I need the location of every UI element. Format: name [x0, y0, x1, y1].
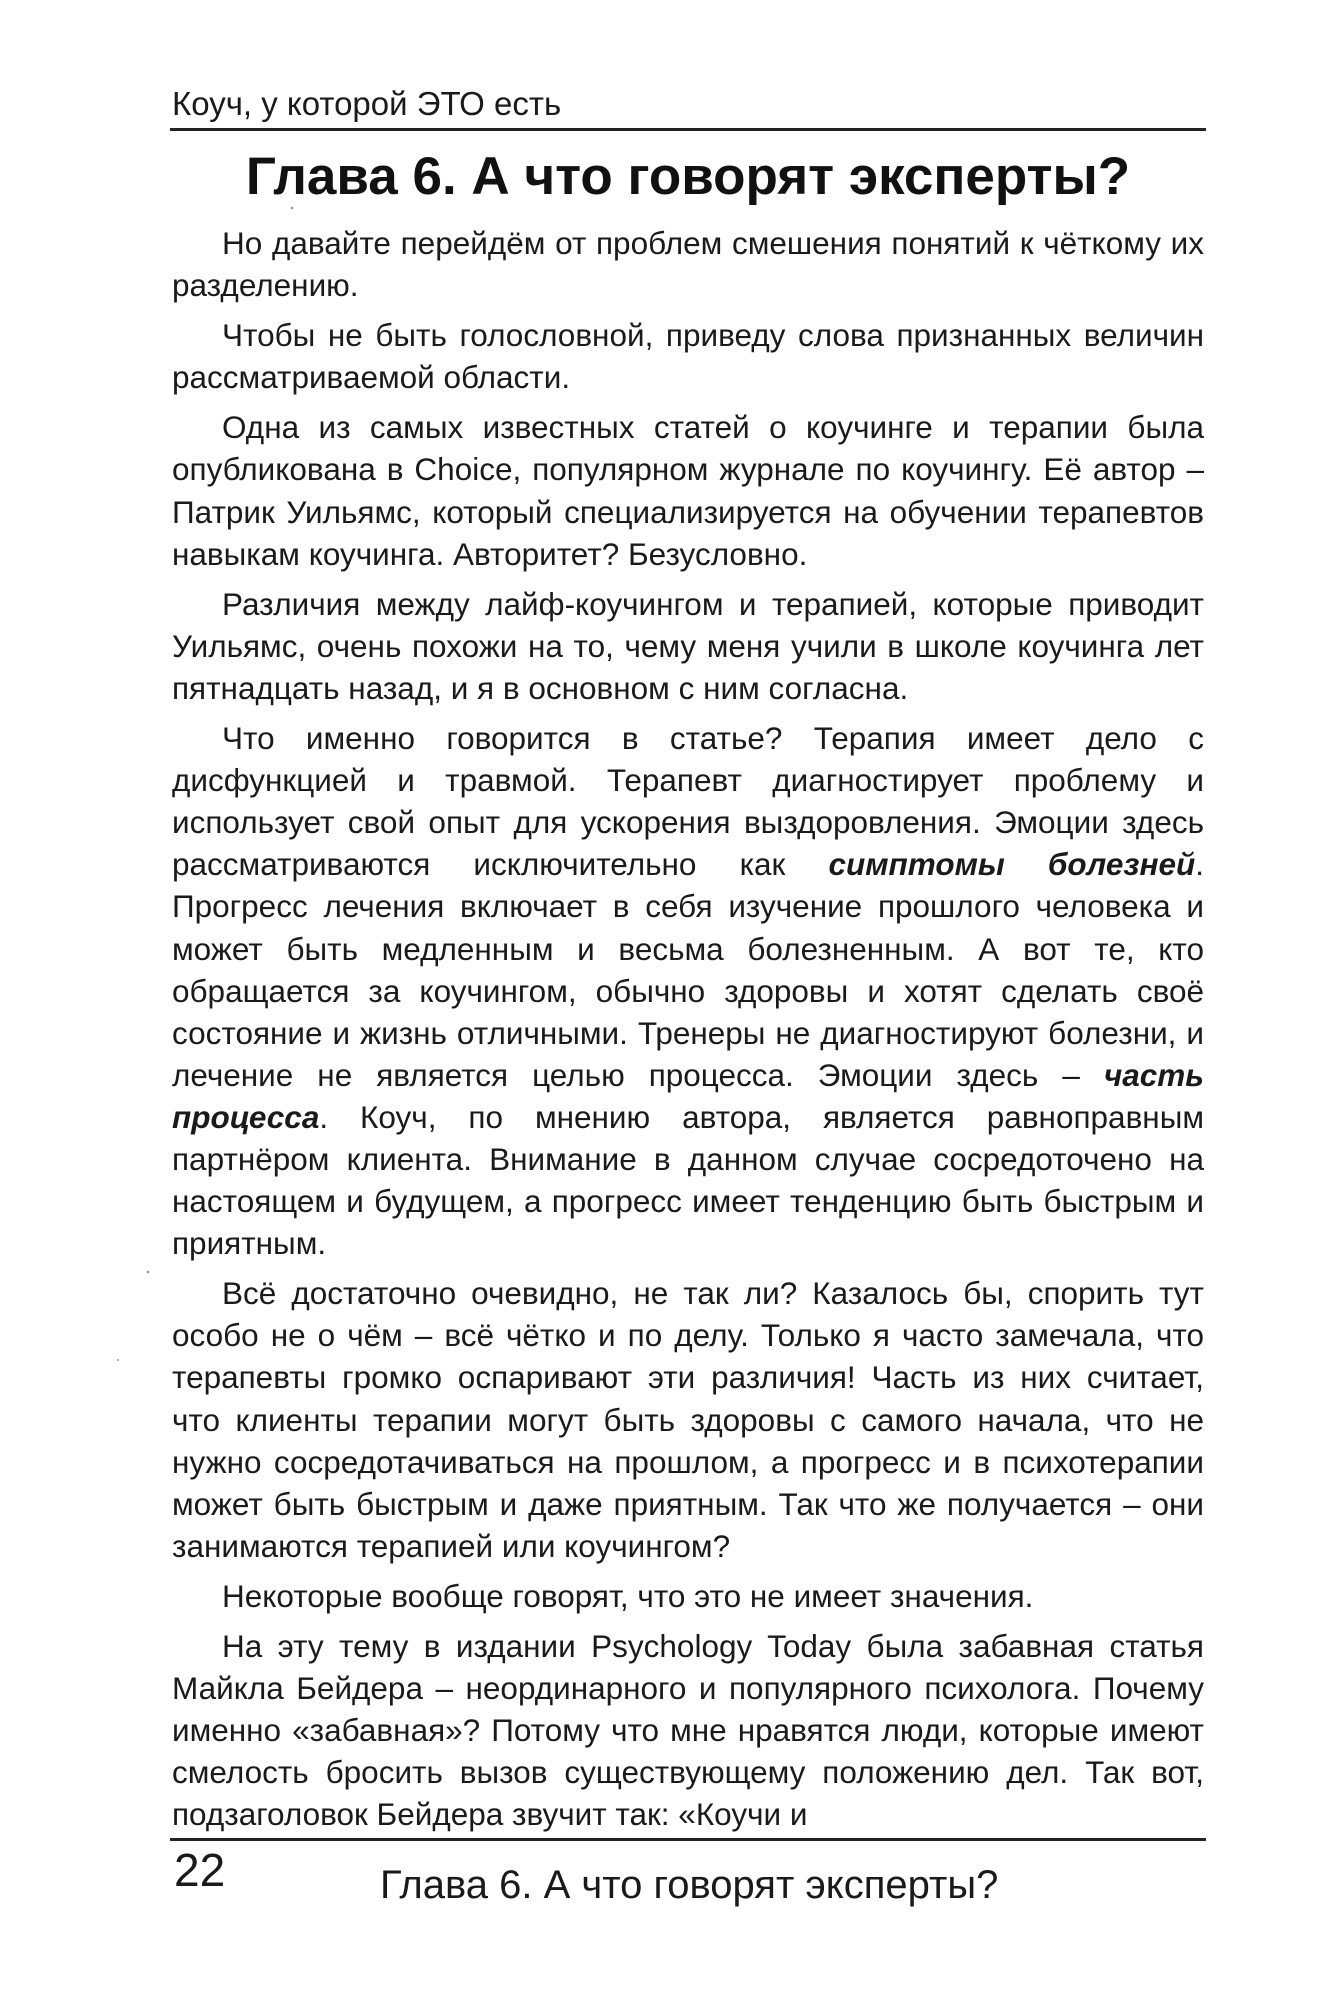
speck: [117, 1359, 119, 1361]
speck: [291, 207, 294, 210]
paragraph-6: Всё достаточно очевидно, не так ли? Казалось бы, спорить тут особо не о чём – всё чётко и по делу. Только я часто замечала, что терапевты громко оспаривают эти различия! Часть из них считает, что клиенты терапии могут быть здоровы с самого начала, что не нужно сосредотачиваться на прошлом, а прогресс и в психотерапии может быть быстрым и даже приятным. Так что же получается – они занимаются терапией или коучингом?: [172, 1275, 1204, 1564]
running-header: Коуч, у которой ЭТО есть: [172, 85, 562, 122]
paragraph-3: Одна из самых известных статей о коучинге и терапии была опубликована в Choice, популярном журнале по коучингу. Её автор – Патрик Уильямс, который специализируется на обучении терапевтов навыкам коучинга. Авторитет? Безусловно.: [172, 409, 1204, 572]
paragraph-2: Чтобы не быть голословной, приведу слова признанных величин рассматриваемой области.: [172, 317, 1204, 396]
paragraph-5-part-1: Что именно говорится в статье? Терапия имеет дело с дисфункцией и травмой. Терапевт диагностирует проблему и использует свой опыт для ускорения выздоровления. Эмоции здесь рассматриваются исключительно как: [172, 720, 1204, 883]
paragraph-1: Но давайте перейдём от проблем смешения понятий к чёткому их разделению.: [172, 225, 1204, 304]
emphasis-symptoms: симптомы болезней: [828, 846, 1196, 883]
paragraph-7: Некоторые вообще говорят, что это не имеет значения.: [222, 1577, 1034, 1614]
paragraph-5-part-3: . Коуч, по мнению автора, является равноправным партнёром клиента. Внимание в данном случае сосредоточено на настоящем и будущем, а прогресс имеет тенденцию быть быстрым и приятным.: [172, 1098, 1204, 1262]
emphasis-part-of-process: часть процесса: [172, 1056, 1204, 1135]
paragraph-4: Различия между лайф-коучингом и терапией, которые приводит Уильямс, очень похожи на то, чему меня учили в школе коучинга лет пятнадцать назад, и я в основном с ним согласна.: [172, 585, 1204, 706]
running-footer: Глава 6. А что говорят эксперты?: [380, 1863, 999, 1907]
speck: [147, 1271, 150, 1274]
page-number: 22: [174, 1844, 226, 1896]
paragraph-5-part-2: . Прогресс лечения включает в себя изучение прошлого человека и может быть медленным и весьма болезненным. А вот те, кто обращается за коучингом, обычно здоровы и хотят сделать своё состояние и жизнь отличными. Тренеры не диагностируют болезни, и лечение не является целью процесса. Эмоции здесь –: [172, 846, 1204, 1093]
paragraph-8: На эту тему в издании Psychology Today была забавная статья Майкла Бейдера – неординарного и популярного психолога. Почему именно «забавная»? Потому что мне нравятся люди, которые имеют смелость бросить вызов существующему положению дел. Так вот, подзаголовок Бейдера звучит так: «Коучи и: [172, 1628, 1204, 1833]
chapter-title: Глава 6. А что говорят эксперты?: [245, 147, 1131, 206]
